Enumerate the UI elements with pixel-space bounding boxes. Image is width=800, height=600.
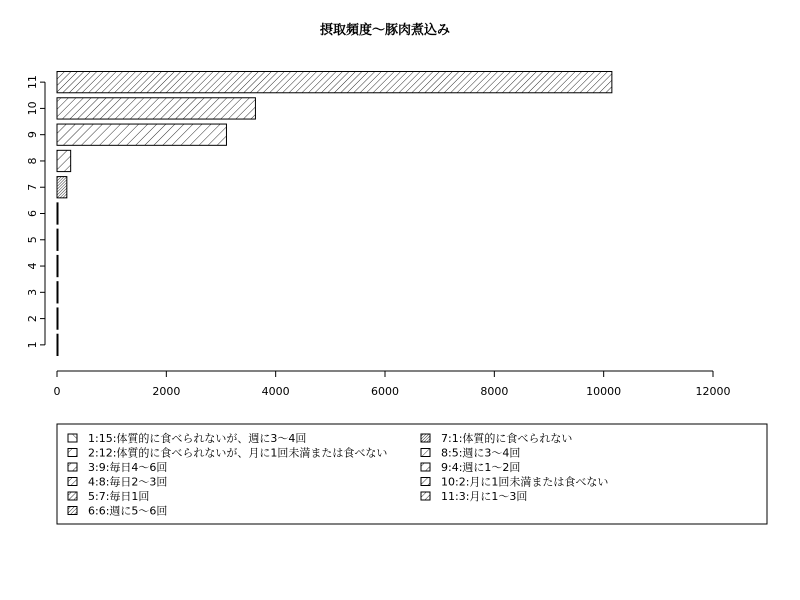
y-tick-label-4: 4 bbox=[26, 262, 39, 270]
legend-label-4: 4:8:毎日2～3回 bbox=[88, 475, 168, 489]
legend-label-10: 10:2:月に1回未満または食べない bbox=[441, 475, 609, 489]
x-tick-label-10000: 10000 bbox=[586, 385, 622, 398]
y-tick-label-11: 11 bbox=[26, 75, 39, 90]
bar-6 bbox=[57, 203, 58, 224]
chart-title: 摂取頻度～豚肉煮込み bbox=[319, 23, 451, 38]
legend-label-9: 9:4:週に1～2回 bbox=[441, 461, 521, 474]
legend-swatch-7 bbox=[421, 434, 430, 442]
x-tick-label-4000: 4000 bbox=[261, 385, 290, 398]
bar-10 bbox=[57, 98, 255, 119]
legend-label-7: 7:1:体質的に食べられない bbox=[441, 432, 573, 445]
legend-swatch-10 bbox=[421, 478, 430, 486]
bar-11 bbox=[57, 71, 612, 92]
x-tick-label-0: 0 bbox=[53, 385, 61, 398]
legend-swatch-8 bbox=[421, 449, 430, 457]
legend-swatch-6 bbox=[68, 507, 77, 515]
x-tick-label-8000: 8000 bbox=[480, 385, 509, 398]
legend-label-2: 2:12:体質的に食べられないが、月に1回未満または食べない bbox=[88, 446, 388, 460]
x-axis bbox=[54, 371, 731, 398]
y-tick-label-7: 7 bbox=[26, 183, 39, 191]
legend-swatch-2 bbox=[68, 449, 77, 457]
legend-label-11: 11:3:月に1～3回 bbox=[441, 490, 528, 503]
legend-swatch-1 bbox=[68, 434, 77, 442]
bar-8 bbox=[57, 150, 71, 171]
legend-swatch-5 bbox=[68, 492, 77, 500]
bar-1 bbox=[57, 334, 58, 355]
bar-4 bbox=[57, 255, 58, 276]
legend-swatch-4 bbox=[68, 478, 77, 486]
y-tick-label-10: 10 bbox=[26, 101, 39, 116]
legend-swatch-11 bbox=[421, 492, 430, 500]
legend-swatch-3 bbox=[68, 463, 77, 471]
bar-3 bbox=[57, 282, 58, 303]
bar-9 bbox=[57, 124, 226, 145]
x-tick-label-12000: 12000 bbox=[695, 385, 731, 398]
y-tick-label-8: 8 bbox=[26, 157, 39, 165]
bar-5 bbox=[57, 229, 58, 250]
bar-2 bbox=[57, 308, 58, 329]
y-tick-label-9: 9 bbox=[26, 131, 39, 139]
legend-label-8: 8:5:週に3～4回 bbox=[441, 446, 521, 460]
x-tick-label-2000: 2000 bbox=[152, 385, 181, 398]
y-tick-label-1: 1 bbox=[26, 341, 39, 349]
y-tick-label-6: 6 bbox=[26, 210, 39, 217]
y-tick-label-3: 3 bbox=[26, 288, 39, 296]
legend-label-1: 1:15:体質的に食べられないが、週に3～4回 bbox=[88, 432, 307, 445]
bars-group bbox=[57, 71, 612, 355]
legend-label-5: 5:7:毎日1回 bbox=[88, 490, 150, 503]
y-tick-label-5: 5 bbox=[26, 236, 39, 244]
bar-7 bbox=[57, 177, 67, 198]
legend-swatch-9 bbox=[421, 463, 430, 471]
y-axis bbox=[26, 75, 45, 348]
legend-label-3: 3:9:毎日4～6回 bbox=[88, 461, 168, 474]
y-tick-label-2: 2 bbox=[26, 315, 39, 323]
legend bbox=[57, 424, 767, 524]
legend-label-6: 6:6:週に5～6回 bbox=[88, 504, 168, 518]
x-tick-label-6000: 6000 bbox=[371, 385, 399, 398]
